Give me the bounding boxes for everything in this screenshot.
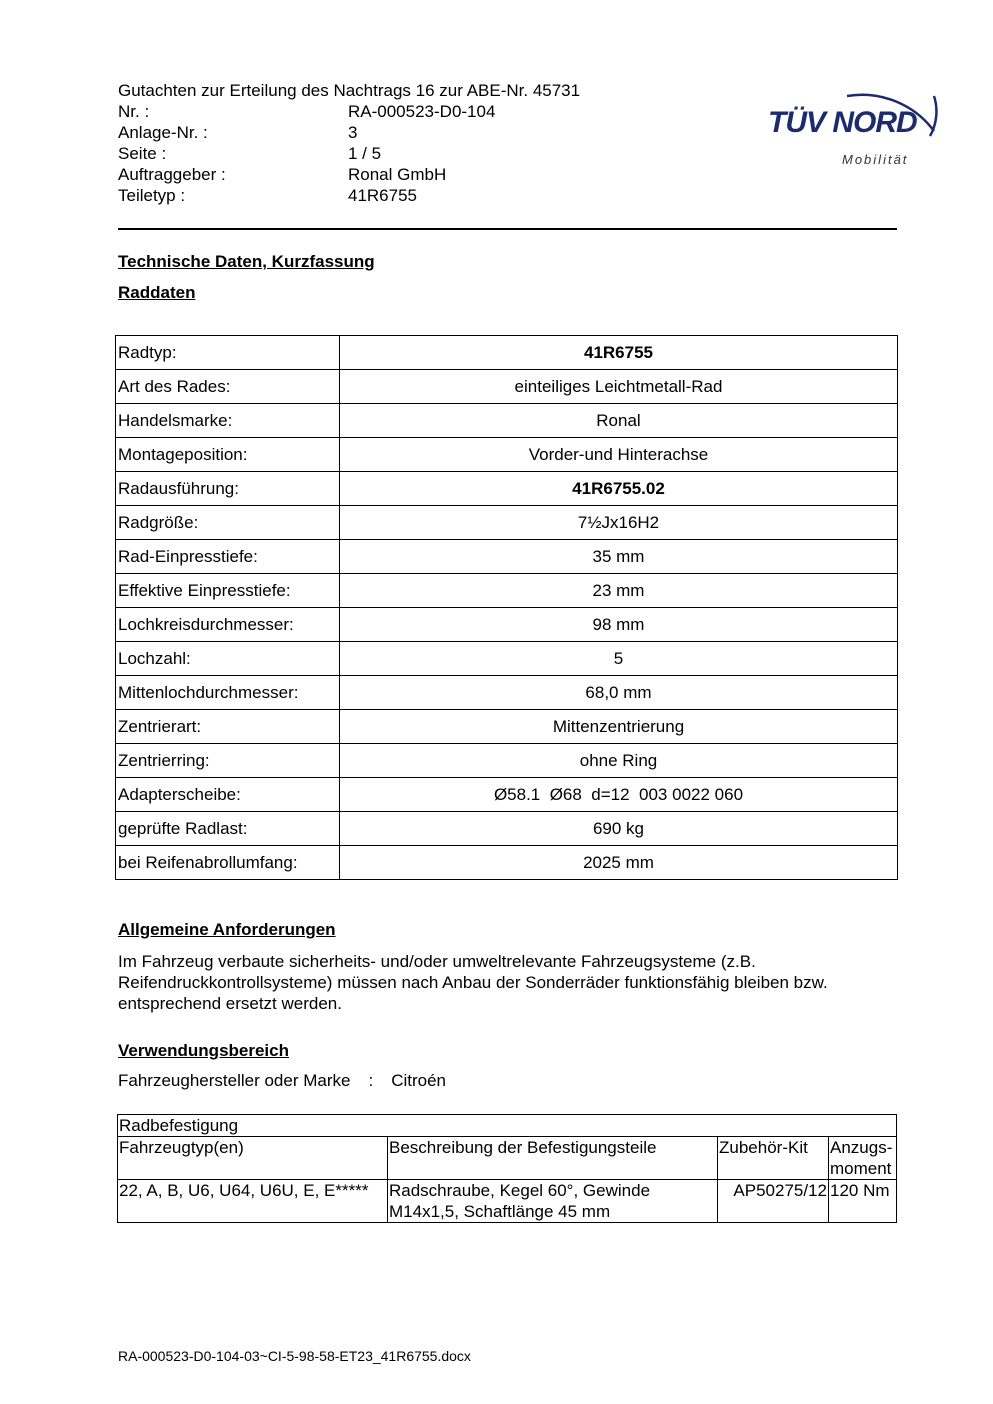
header-field-teiletyp: Teiletyp : 41R6755 [118,186,418,205]
header-field-seite: Seite : 1 / 5 [118,144,382,163]
spec-value: Ø58.1 Ø68 d=12 003 0022 060 [340,778,898,812]
spec-row [116,778,898,812]
mount-cell-type: 22, A, B, U6, U64, U6U, E, E***** [118,1180,388,1223]
mount-title: Radbefestigung [118,1115,897,1137]
spec-label: Zentrierring: [116,744,340,778]
spec-row [116,438,898,472]
spec-value: 2025 mm [340,846,898,880]
spec-label: Radausführung: [116,472,340,506]
spec-value: 23 mm [340,574,898,608]
spec-row [116,370,898,404]
footer-filename: RA-000523-D0-104-03~CI-5-98-58-ET23_41R6755.docx [118,1348,471,1364]
spec-value: 98 mm [340,608,898,642]
section-verw-heading: Verwendungsbereich [118,1041,289,1060]
spec-value: einteiliges Leichtmetall-Rad [340,370,898,404]
mount-header-desc: Beschreibung der Befestigungsteile [388,1137,718,1180]
spec-value: 41R6755 [340,336,898,370]
mount-cell-desc: Radschraube, Kegel 60°, Gewinde M14x1,5, Schaftlänge 45 mm [388,1180,718,1223]
document-header [118,80,580,206]
spec-label: Adapterscheibe: [116,778,340,812]
spec-label: Lochzahl: [116,642,340,676]
spec-label: Lochkreisdurchmesser: [116,608,340,642]
section-tech-heading: Technische Daten, Kurzfassung [118,252,375,271]
usage-value: Citroén [391,1071,446,1090]
spec-row [116,336,898,370]
spec-label: bei Reifenabrollumfang: [116,846,340,880]
spec-label: Radtyp: [116,336,340,370]
mount-header-type: Fahrzeugtyp(en) [118,1137,388,1180]
mount-data-row [118,1180,897,1223]
usage-separator: : [368,1071,374,1090]
spec-label: Art des Rades: [116,370,340,404]
spec-value: 690 kg [340,812,898,846]
document-title: Gutachten zur Erteilung des Nachtrags 16 zur ABE-Nr. 45731 [118,81,581,100]
header-field-nr: Nr. : RA-000523-D0-104 [118,102,496,121]
spec-value: 35 mm [340,540,898,574]
mount-title-row [118,1115,897,1137]
spec-value: ohne Ring [340,744,898,778]
header-field-auftraggeber: Auftraggeber : Ronal GmbH [118,165,447,184]
spec-value: Vorder-und Hinterachse [340,438,898,472]
spec-row [116,744,898,778]
section-rad-heading: Raddaten [118,283,196,302]
spec-label: Montageposition: [116,438,340,472]
tuv-nord-logo [762,56,942,176]
mount-cell-kit: AP50275/12 [718,1180,829,1223]
requirements-text: Im Fahrzeug verbaute sicherheits- und/oder umweltrelevante Fahrzeugsysteme (z.B. Reifendruckkontrollsysteme) müssen nach Anbau der Sonderräder funktionsfähig bleiben bzw. entsprechend ersetzt werden. [118,952,828,1013]
spec-label: Effektive Einpresstiefe: [116,574,340,608]
spec-row [116,642,898,676]
mounting-table [117,1114,897,1223]
spec-label: Zentrierart: [116,710,340,744]
spec-label: Handelsmarke: [116,404,340,438]
spec-label: Mittenlochdurchmesser: [116,676,340,710]
section-allg-heading: Allgemeine Anforderungen [118,920,336,939]
header-divider [118,228,897,230]
wheel-spec-table [115,335,898,880]
header-field-anlage: Anlage-Nr. : 3 [118,123,358,142]
spec-value: 5 [340,642,898,676]
spec-value: Ronal [340,404,898,438]
spec-row [116,404,898,438]
spec-row [116,846,898,880]
mount-header-row [118,1137,897,1180]
mount-header-torque: Anzugs- moment [829,1137,897,1180]
spec-label: Radgröße: [116,506,340,540]
spec-row [116,472,898,506]
spec-row [116,540,898,574]
spec-row [116,608,898,642]
spec-value: 68,0 mm [340,676,898,710]
usage-label: Fahrzeughersteller oder Marke [118,1071,351,1090]
spec-row [116,710,898,744]
spec-row [116,676,898,710]
usage-line [118,1071,464,1091]
spec-row [116,506,898,540]
mount-header-kit: Zubehör-Kit [718,1137,829,1180]
spec-row [116,574,898,608]
mount-cell-torque: 120 Nm [829,1180,897,1223]
spec-label: Rad-Einpresstiefe: [116,540,340,574]
spec-label: geprüfte Radlast: [116,812,340,846]
logo-brand: TÜV NORD [768,106,917,139]
spec-value: 41R6755.02 [340,472,898,506]
spec-value: 7½Jx16H2 [340,506,898,540]
logo-subtitle: Mobilität [842,152,909,167]
spec-row [116,812,898,846]
spec-value: Mittenzentrierung [340,710,898,744]
